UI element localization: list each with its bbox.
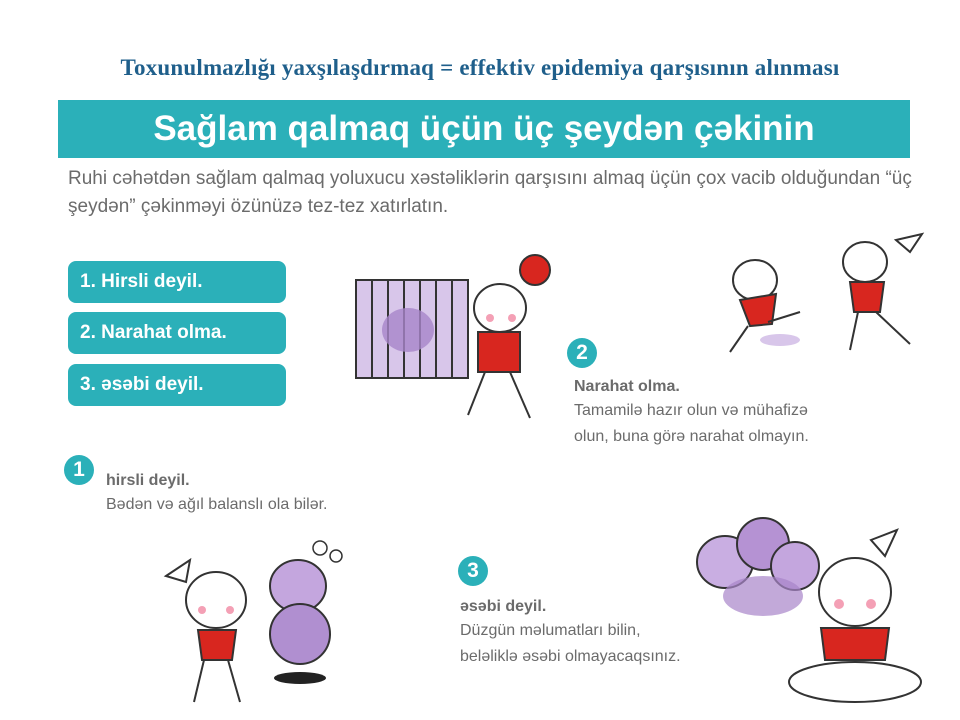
item-2-desc-line-1: Tamamilə hazır olun və mühafizə — [574, 402, 808, 419]
kid-jail-illustration — [350, 250, 560, 425]
list-item-3: 3. əsəbi deyil. — [68, 364, 286, 406]
title-banner — [58, 100, 910, 158]
page-title: Sağlam qalmaq üçün üç şeydən çəkinin — [153, 109, 815, 148]
kids-kicking-illustration — [700, 232, 940, 357]
item-3-desc-line-2: beləliklə əsəbi olmayacaqsınız. — [460, 648, 681, 665]
kid-angry-virus-illustration — [160, 530, 360, 710]
item-2-desc-line-2: olun, buna görə narahat olmayın. — [574, 428, 809, 445]
item-1-number-badge: 1 — [64, 455, 94, 485]
item-2-title: Narahat olma. — [574, 378, 680, 395]
item-2-number-badge: 2 — [567, 338, 597, 368]
kid-meditating-illustration — [685, 500, 945, 710]
page-subtitle: Toxunulmazlığı yaxşılaşdırmaq = effektiv epidemiya qarşısının alınması — [120, 55, 840, 80]
item-3-title: əsəbi deyil. — [460, 598, 547, 615]
intro-text: Ruhi cəhətdən sağlam qalmaq yoluxucu xəstəliklərin qarşısını almaq üçün çox vacib olduğundan “üç şeydən” çəkinməyi özünüzə tez-tez xatırlatın. — [68, 168, 912, 217]
item-3-desc-line-1: Düzgün məlumatları bilin, — [460, 622, 641, 639]
list-item-2: 2. Narahat olma. — [68, 312, 286, 354]
list-item-1: 1. Hirsli deyil. — [68, 261, 286, 303]
item-1-desc: Bədən və ağıl balanslı ola bilər. — [106, 496, 328, 513]
item-3-number-badge: 3 — [458, 556, 488, 586]
item-1-title: hirsli deyil. — [106, 472, 190, 489]
